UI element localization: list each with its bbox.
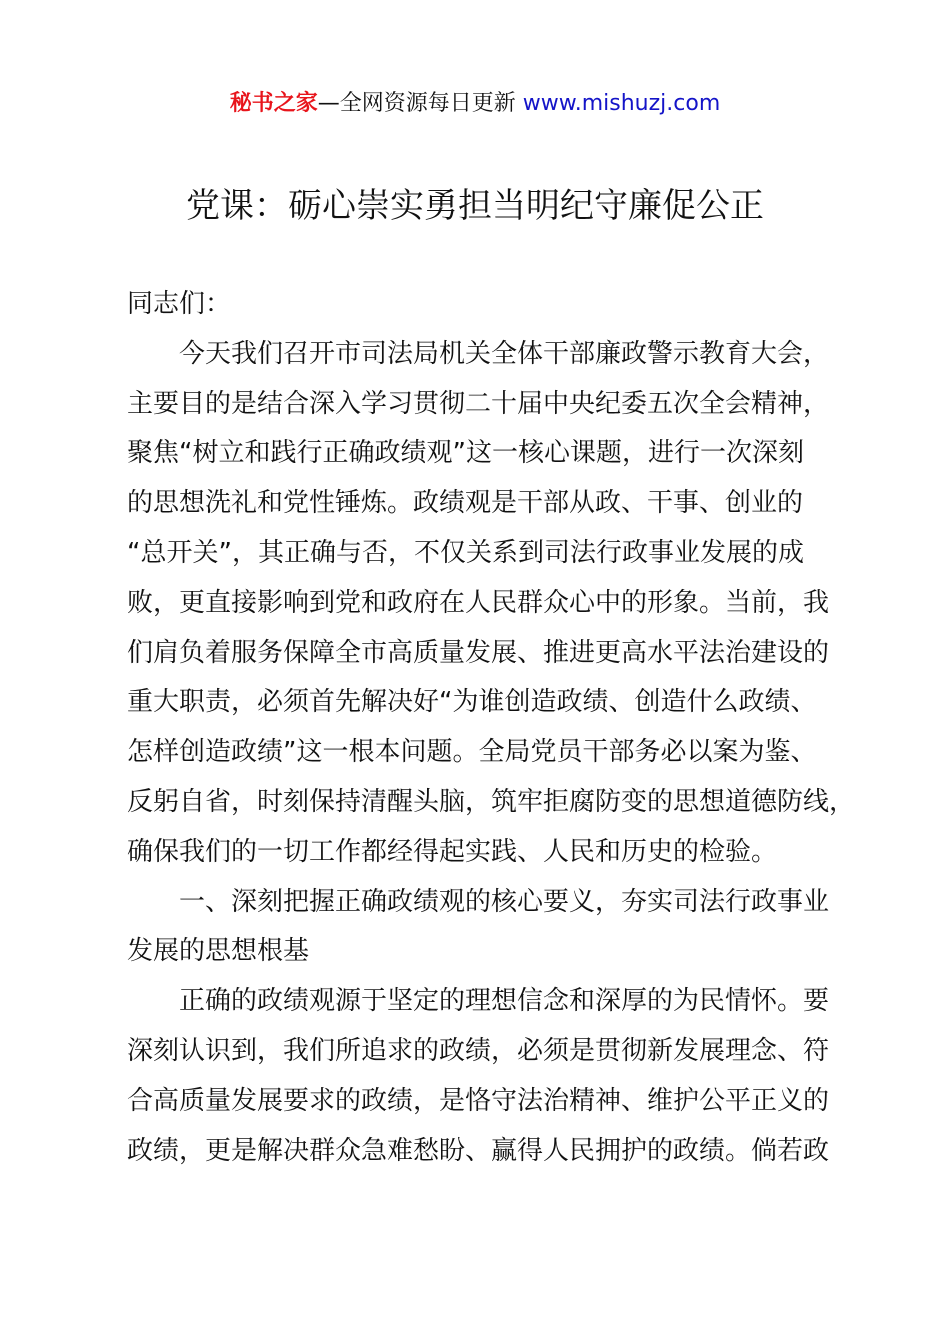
paragraph-line: 确保我们的一切工作都经得起实践、人民和历史的检验。 [127, 836, 778, 867]
site-url-link[interactable]: www.mishuzj.com [522, 91, 721, 116]
paragraph-line: 败，更直接影响到党和政府在人民群众心中的形象。当前，我 [127, 587, 830, 618]
paragraph-line: 政绩，更是解决群众急难愁盼、赢得人民拥护的政绩。倘若政 [127, 1135, 830, 1166]
banner-slogan: —全网资源每日更新 [317, 91, 523, 116]
brand-name: 秘书之家 [229, 91, 318, 116]
paragraph-line: 怎样创造政绩”这一根本问题。全局党员干部务必以案为鉴、 [127, 737, 817, 768]
paragraph-line: 深刻认识到，我们所追求的政绩，必须是贯彻新发展理念、符 [127, 1036, 830, 1066]
document-title: 党课：砺心崇实勇担当明纪守廉促公正 [186, 186, 764, 226]
paragraph-line: “总开关”，其正确与否，不仅关系到司法行政事业发展的成 [127, 538, 804, 568]
site-banner [0, 88, 950, 120]
salutation: 同志们： [127, 289, 232, 319]
paragraph-line: 今天我们召开市司法局机关全体干部廉政警示教育大会， [179, 338, 830, 369]
paragraph-line: 聚焦“树立和践行正确政绩观”这一核心课题，进行一次深刻 [127, 438, 804, 469]
section-heading-line: 发展的思想根基 [127, 936, 310, 967]
paragraph-line: 反躬自省，时刻保持清醒头脑，筑牢拒腐防变的思想道德防线， [127, 787, 856, 817]
paragraph-line: 主要目的是结合深入学习贯彻二十届中央纪委五次全会精神， [127, 388, 830, 419]
section-heading-line: 一、深刻把握正确政绩观的核心要义，夯实司法行政事业 [179, 886, 830, 917]
paragraph-line: 的思想洗礼和党性锤炼。政绩观是干部从政、干事、创业的 [127, 488, 804, 519]
paragraph-line: 重大职责，必须首先解决好“为谁创造政绩、创造什么政绩、 [127, 687, 817, 718]
paragraph-line: 们肩负着服务保障全市高质量发展、推进更高水平法治建设的 [127, 637, 830, 668]
paragraph-line: 正确的政绩观源于坚定的理想信念和深厚的为民情怀。要 [179, 986, 830, 1017]
paragraph-line: 合高质量发展要求的政绩，是恪守法治精神、维护公平正义的 [127, 1085, 830, 1116]
